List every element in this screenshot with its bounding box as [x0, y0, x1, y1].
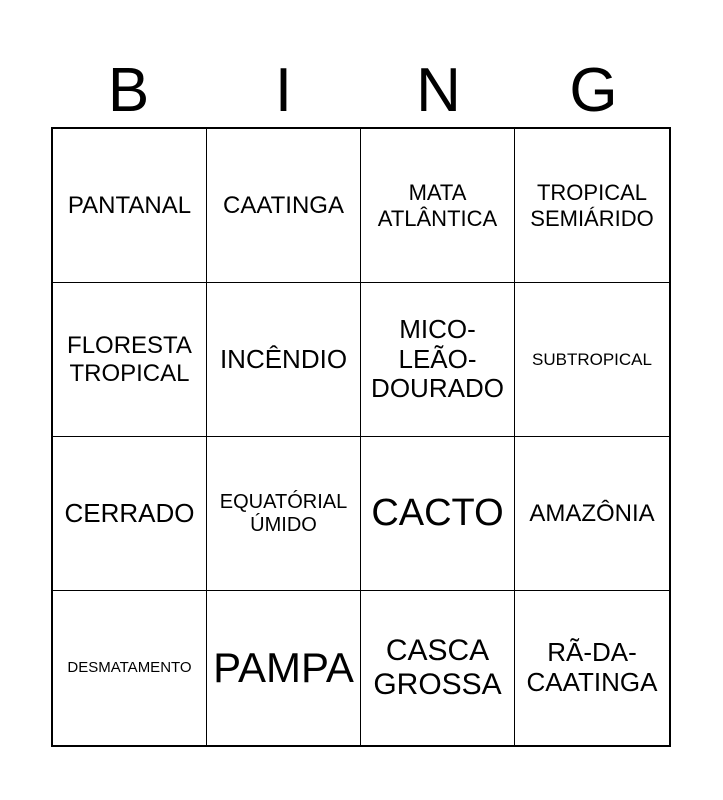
header-letter-i: I — [274, 56, 293, 125]
bingo-cell[interactable] — [361, 437, 515, 591]
cell-label: PAMPA — [213, 643, 354, 691]
cell-label: EQUATÓRIAL ÚMIDO — [219, 490, 348, 536]
cell-label: INCÊNDIO — [219, 343, 348, 374]
cell-label: AMAZÔNIA — [529, 499, 655, 527]
cell-label: TROPICAL SEMIÁRIDO — [530, 180, 654, 231]
bingo-board — [51, 127, 671, 747]
bingo-cell[interactable] — [361, 591, 515, 745]
cell-label: CERRADO — [64, 497, 195, 528]
cell-label: RÃ-DA- CAATINGA — [526, 637, 658, 697]
cell-label: CAATINGA — [223, 191, 344, 219]
bingo-cell[interactable] — [53, 129, 207, 283]
bingo-cell[interactable] — [53, 437, 207, 591]
bingo-cell[interactable] — [53, 283, 207, 437]
cell-label: FLORESTA TROPICAL — [67, 331, 192, 387]
cell-label: MICO- LEÃO- DOURADO — [371, 313, 504, 404]
header-letter-n: N — [416, 56, 461, 125]
bingo-cell[interactable] — [515, 437, 669, 591]
bingo-cell[interactable] — [515, 591, 669, 745]
cell-label: SUBTROPICAL — [532, 349, 652, 369]
header-letter-g: G — [569, 56, 618, 125]
header-letter-b: B — [107, 56, 150, 125]
cell-label: CACTO — [371, 491, 504, 534]
bingo-cell[interactable] — [53, 591, 207, 745]
cell-label: DESMATAMENTO — [67, 659, 192, 677]
bingo-cell[interactable] — [207, 283, 361, 437]
bingo-cell[interactable] — [515, 129, 669, 283]
bingo-cell[interactable] — [515, 283, 669, 437]
bingo-cell[interactable] — [207, 129, 361, 283]
bingo-cell[interactable] — [207, 591, 361, 745]
bingo-header — [51, 55, 671, 127]
bingo-cell[interactable] — [361, 283, 515, 437]
cell-label: CASCA GROSSA — [373, 633, 502, 701]
cell-label: MATA ATLÂNTICA — [377, 180, 498, 231]
bingo-cell[interactable] — [207, 437, 361, 591]
bingo-cell[interactable] — [361, 129, 515, 283]
cell-label: PANTANAL — [67, 191, 192, 219]
